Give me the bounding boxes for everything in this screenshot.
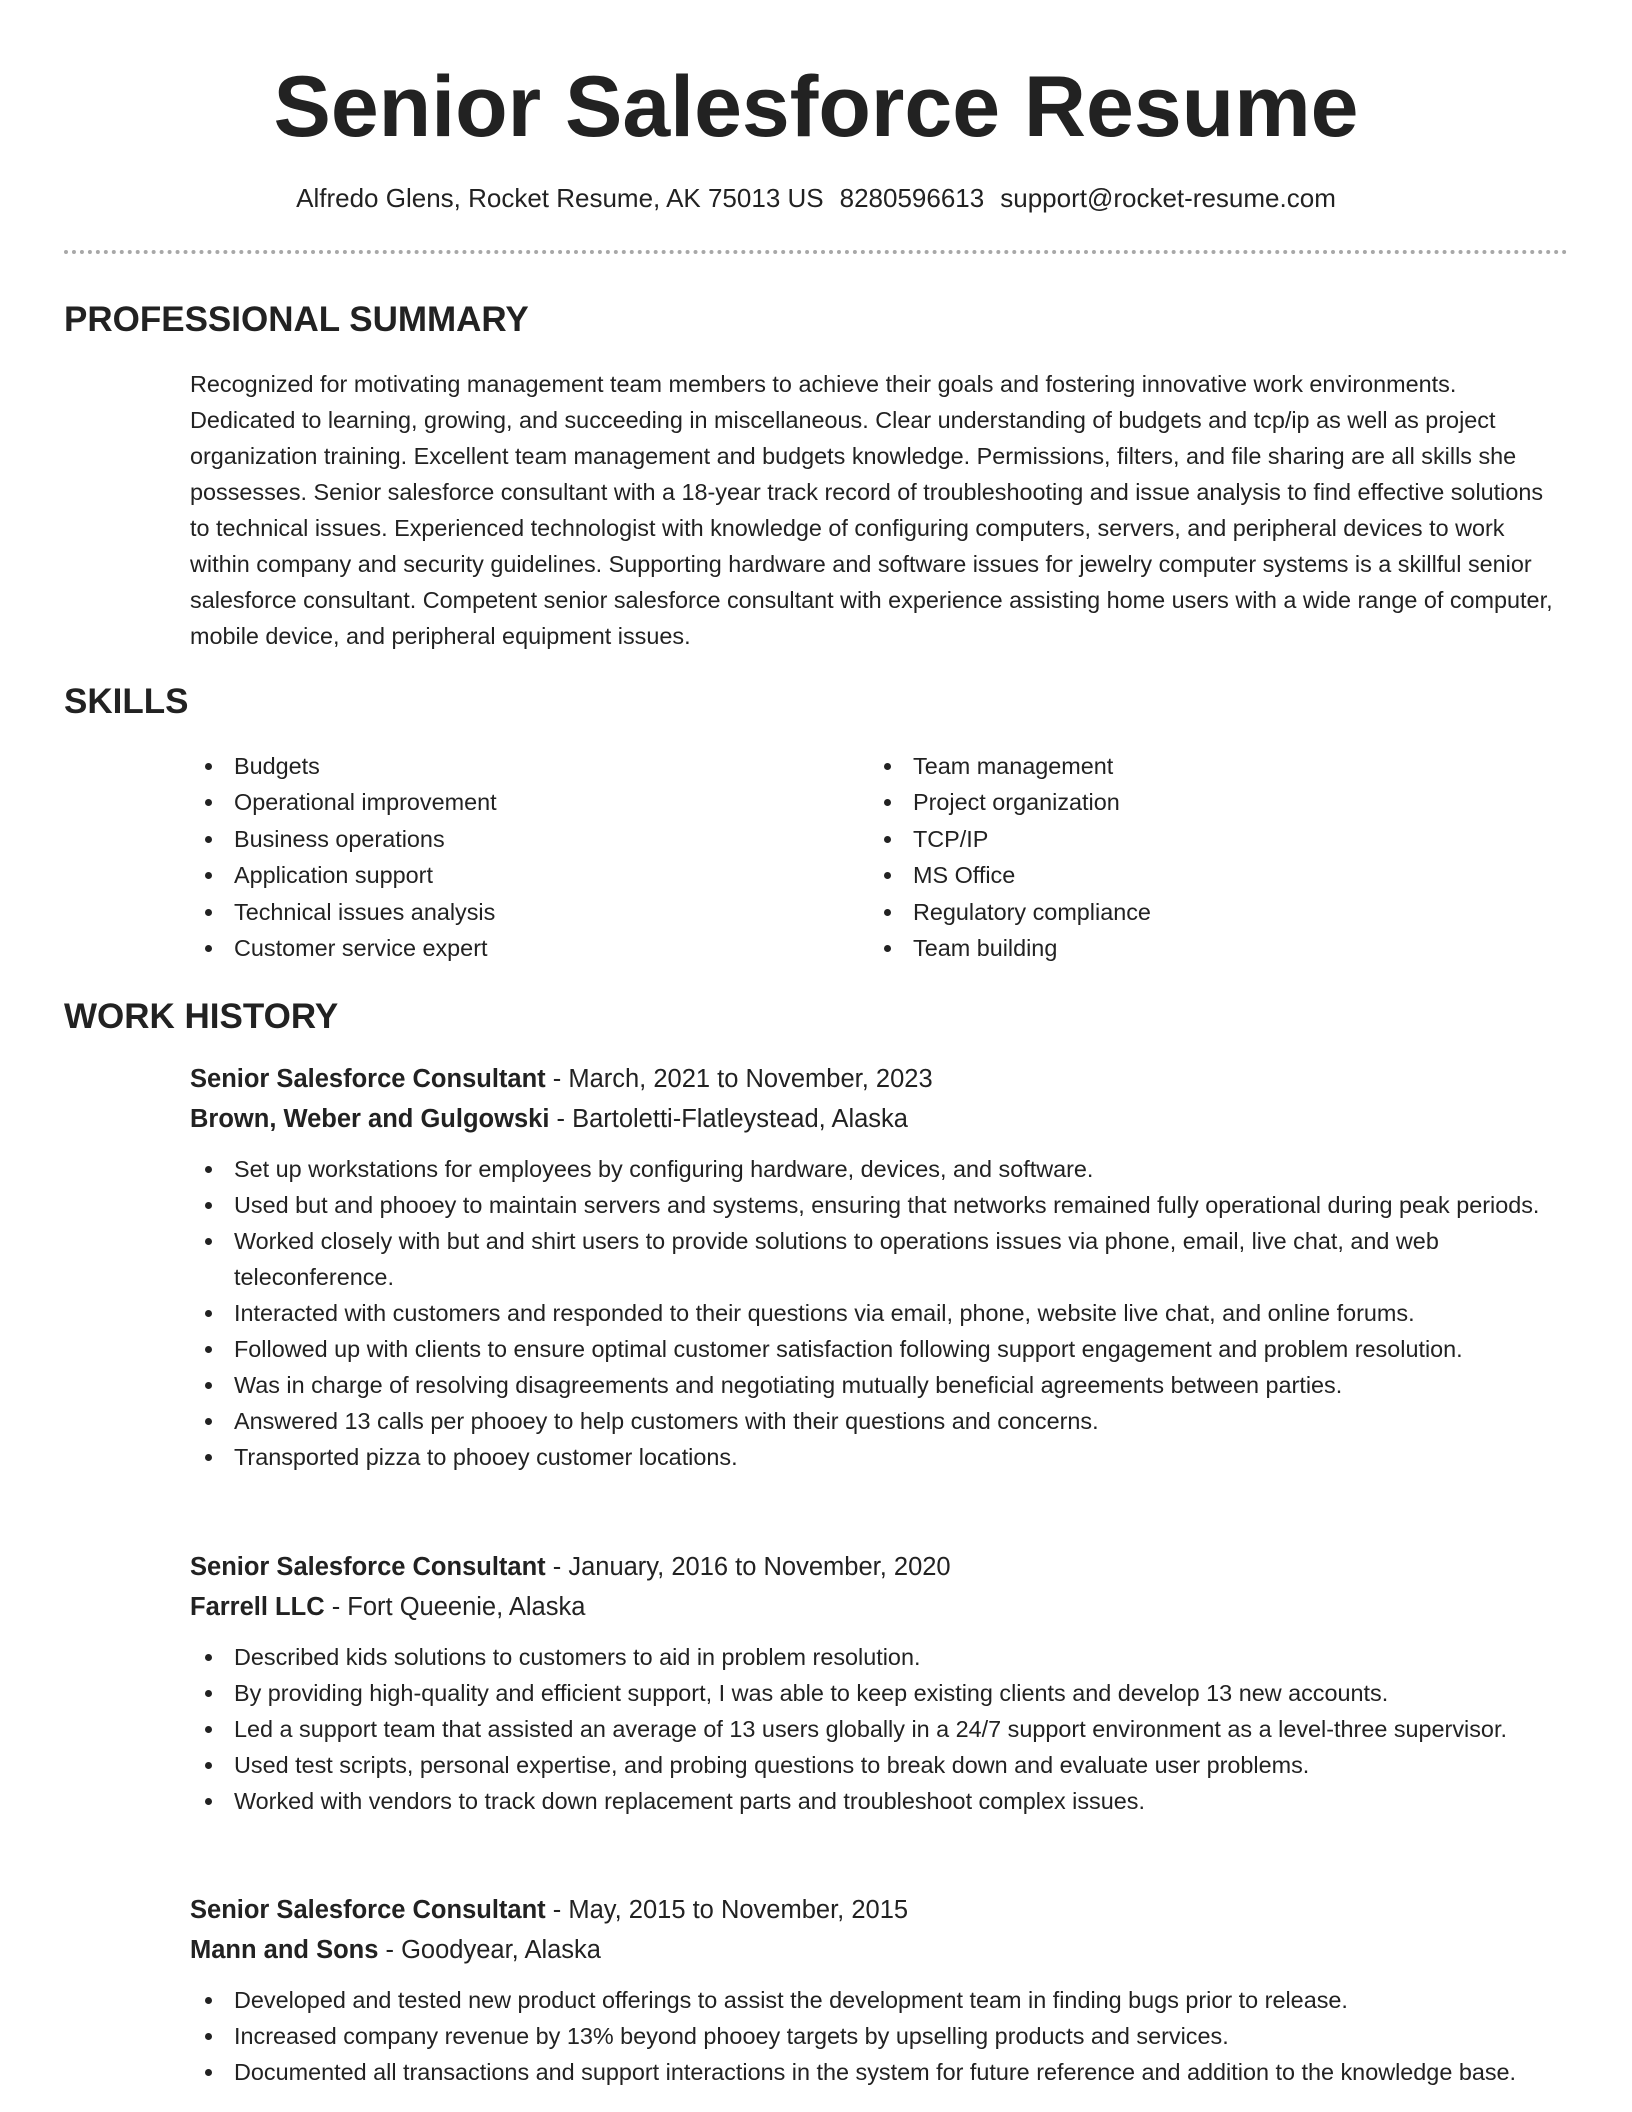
job-bullet: By providing high-quality and efficient support, I was able to keep existing clients and develop 13 new accounts.	[190, 1675, 1570, 1711]
job-bullets	[190, 1982, 1570, 2090]
job-bullet: Used but and phooey to maintain servers and systems, ensuring that networks remained fully operational during peak periods.	[190, 1187, 1570, 1223]
job-bullet: Answered 13 calls per phooey to help customers with their questions and concerns.	[190, 1403, 1570, 1439]
job-title-line	[190, 1547, 1570, 1587]
skill-item: Regulatory compliance	[869, 894, 1489, 930]
job-company-line	[190, 1099, 1570, 1139]
skill-item: Project organization	[869, 784, 1489, 820]
job-bullet: Described kids solutions to customers to aid in problem resolution.	[190, 1639, 1570, 1675]
job-dates: - January, 2016 to November, 2020	[545, 1553, 951, 1581]
job-title-line	[190, 1059, 1570, 1099]
job-bullet: Transported pizza to phooey customer locations.	[190, 1439, 1570, 1475]
job-title-line	[190, 1890, 1570, 1930]
job-company-line	[190, 1587, 1570, 1627]
job-bullet: Increased company revenue by 13% beyond phooey targets by upselling products and services.	[190, 2018, 1570, 2054]
job-entry	[190, 1059, 1570, 1475]
contact-email: support@rocket-resume.com	[1000, 183, 1336, 213]
job-dates: - May, 2015 to November, 2015	[545, 1896, 909, 1924]
job-bullet: Documented all transactions and support interactions in the system for future reference and addition to the knowledge base.	[190, 2054, 1570, 2090]
job-company: Brown, Weber and Gulgowski	[190, 1105, 550, 1133]
job-bullet: Developed and tested new product offerings to assist the development team in finding bugs prior to release.	[190, 1982, 1570, 2018]
job-bullets	[190, 1639, 1570, 1819]
job-location: - Bartoletti-Flatleystead, Alaska	[549, 1105, 908, 1133]
job-dates: - March, 2021 to November, 2023	[545, 1065, 933, 1093]
contact-line	[0, 180, 1632, 216]
contact-phone: 8280596613	[839, 183, 985, 213]
skills-list-right	[869, 748, 1489, 966]
skill-item: Customer service expert	[190, 930, 810, 966]
skill-item: Budgets	[190, 748, 810, 784]
skill-item: MS Office	[869, 857, 1489, 893]
job-bullet: Interacted with customers and responded to their questions via email, phone, website live chat, and online forums.	[190, 1295, 1570, 1331]
work-history-heading: WORK HISTORY	[64, 997, 339, 1036]
contact-address: Alfredo Glens, Rocket Resume, AK 75013 US	[296, 183, 824, 213]
skill-item: Technical issues analysis	[190, 894, 810, 930]
job-company: Mann and Sons	[190, 1936, 379, 1964]
skill-item: Application support	[190, 857, 810, 893]
summary-heading: PROFESSIONAL SUMMARY	[64, 300, 529, 339]
job-entry	[190, 1547, 1570, 1819]
job-bullet: Set up workstations for employees by configuring hardware, devices, and software.	[190, 1151, 1570, 1187]
job-bullet: Worked closely with but and shirt users to provide solutions to operations issues via phone, email, live chat, and web teleconference.	[190, 1223, 1570, 1295]
job-location: - Goodyear, Alaska	[378, 1936, 601, 1964]
skills-list-left	[190, 748, 810, 966]
skill-item: TCP/IP	[869, 821, 1489, 857]
summary-text: Recognized for motivating management team members to achieve their goals and fostering innovative work environments. Dedicated to learning, growing, and succeeding in miscellaneous. Clear understanding of budgets and tcp/ip as well as project organization training. Excellent team management and budgets knowledge. Permissions, filters, and file sharing are all skills she possesses. Senior salesforce consultant with a 18-year track record of troubleshooting and issue analysis to find effective solutions to technical issues. Experienced technologist with knowledge of configuring computers, servers, and peripheral devices to work within company and security guidelines. Supporting hardware and software issues for jewelry computer systems is a skillful senior salesforce consultant. Competent senior salesforce consultant with experience assisting home users with a wide range of computer, mobile device, and peripheral equipment issues.	[190, 371, 1553, 649]
skill-item: Business operations	[190, 821, 810, 857]
skill-item: Team building	[869, 930, 1489, 966]
job-bullet: Led a support team that assisted an average of 13 users globally in a 24/7 support environment as a level-three supervisor.	[190, 1711, 1570, 1747]
job-bullet: Followed up with clients to ensure optimal customer satisfaction following support engagement and problem resolution.	[190, 1331, 1570, 1367]
skill-item: Operational improvement	[190, 784, 810, 820]
job-title: Senior Salesforce Consultant	[190, 1553, 546, 1581]
job-company: Farrell LLC	[190, 1593, 325, 1621]
header-divider	[64, 250, 1568, 254]
job-bullet: Was in charge of resolving disagreements and negotiating mutually beneficial agreements between parties.	[190, 1367, 1570, 1403]
job-title: Senior Salesforce Consultant	[190, 1065, 546, 1093]
resume-title: Senior Salesforce Resume	[273, 59, 1359, 155]
job-entry	[190, 1890, 1570, 2090]
skills-heading: SKILLS	[64, 682, 189, 721]
job-company-line	[190, 1930, 1570, 1970]
job-location: - Fort Queenie, Alaska	[324, 1593, 586, 1621]
job-title: Senior Salesforce Consultant	[190, 1896, 546, 1924]
job-bullets	[190, 1151, 1570, 1475]
skill-item: Team management	[869, 748, 1489, 784]
job-bullet: Used test scripts, personal expertise, and probing questions to break down and evaluate user problems.	[190, 1747, 1570, 1783]
job-bullet: Worked with vendors to track down replacement parts and troubleshoot complex issues.	[190, 1783, 1570, 1819]
